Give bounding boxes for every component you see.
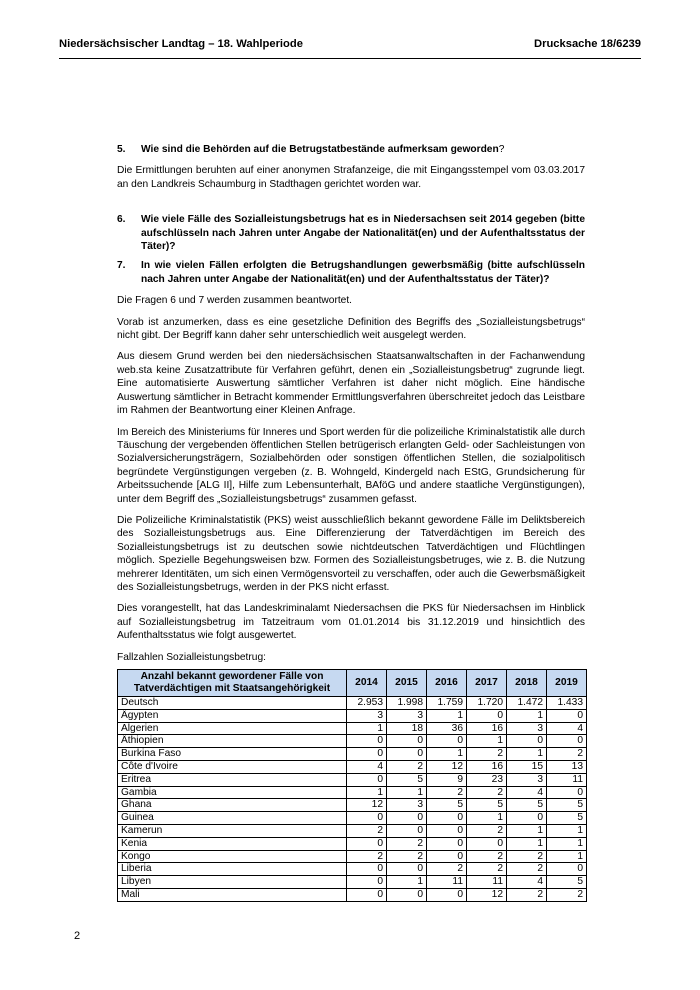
count-cell: 1 (507, 748, 547, 761)
count-cell: 3 (387, 799, 427, 812)
count-cell: 12 (427, 760, 467, 773)
count-cell: 1.998 (387, 697, 427, 710)
table-row (118, 863, 587, 876)
count-cell: 3 (347, 709, 387, 722)
count-cell: 0 (427, 837, 467, 850)
document-number: Drucksache 18/6239 (534, 38, 641, 50)
count-cell: 12 (467, 888, 507, 901)
count-cell: 0 (467, 709, 507, 722)
table-row (118, 799, 587, 812)
case-count-table (117, 669, 587, 902)
count-cell: 2 (547, 748, 587, 761)
count-cell: 2 (347, 850, 387, 863)
nationality-cell: Mali (118, 888, 347, 901)
count-cell: 0 (427, 888, 467, 901)
nationality-cell: Deutsch (118, 697, 347, 710)
count-cell: 2 (467, 786, 507, 799)
table-row (118, 837, 587, 850)
year-header: 2015 (387, 670, 427, 697)
count-cell: 2 (427, 863, 467, 876)
count-cell: 18 (387, 722, 427, 735)
count-cell: 0 (347, 812, 387, 825)
count-cell: 0 (387, 812, 427, 825)
table-row (118, 773, 587, 786)
count-cell: 5 (427, 799, 467, 812)
nationality-cell: Burkina Faso (118, 748, 347, 761)
count-cell: 0 (347, 863, 387, 876)
count-cell: 0 (387, 888, 427, 901)
question-number: 7. (117, 260, 126, 272)
count-cell: 4 (507, 876, 547, 889)
count-cell: 0 (547, 709, 587, 722)
paragraph: Vorab ist anzumerken, dass es eine gesetzliche Definition des Begriffs des „Sozialleistungsbetrugs“ nicht gibt. Der Begriff kann daher sehr unterschiedlich weit ausgelegt werden. (117, 316, 585, 342)
count-cell: 0 (387, 863, 427, 876)
count-cell: 2 (467, 748, 507, 761)
count-cell: 2 (547, 888, 587, 901)
table-row (118, 709, 587, 722)
count-cell: 2 (507, 863, 547, 876)
count-cell: 1 (547, 824, 587, 837)
count-cell: 1 (467, 735, 507, 748)
table-row (118, 812, 587, 825)
count-cell: 3 (387, 709, 427, 722)
count-cell: 0 (347, 735, 387, 748)
count-cell: 16 (467, 722, 507, 735)
count-cell: 0 (347, 748, 387, 761)
count-cell: 11 (547, 773, 587, 786)
count-cell: 4 (347, 760, 387, 773)
document-body (117, 143, 585, 902)
year-header: 2016 (427, 670, 467, 697)
question-text: Wie viele Fälle des Sozialleistungsbetrugs hat es in Niedersachsen seit 2014 gegeben (bitte aufschlüsseln nach Jahren unter Angabe der Nationalität(en) und der Aufenthaltsstatus der Täter)? (141, 214, 585, 253)
count-cell: 2 (507, 888, 547, 901)
nationality-cell: Kenia (118, 837, 347, 850)
header-title: Niedersächsischer Landtag – 18. Wahlperiode (59, 38, 303, 50)
count-cell: 1 (347, 722, 387, 735)
table-row (118, 697, 587, 710)
paragraph: Aus diesem Grund werden bei den niedersächsischen Staatsanwaltschaften in der Fachanwendung web.sta keine Zusatzattribute für Verfahren geführt, denen ein „Sozialleistungsbetrug“ zugrunde liegt. Eine automatisierte Auswertung sämtlicher Verfahren ist daher nicht möglich. Eine händische Auswertung sämtlicher in Betracht kommender Ermittlungsverfahren überschreitet jedoch das Leistbare im Rahmen der Beantwortung einer Kleinen Anfrage. (117, 351, 585, 417)
count-cell: 1 (507, 837, 547, 850)
count-cell: 1 (347, 786, 387, 799)
count-cell: 5 (547, 799, 587, 812)
nationality-cell: Libyen (118, 876, 347, 889)
nationality-cell: Gambia (118, 786, 347, 799)
count-cell: 0 (427, 850, 467, 863)
count-cell: 0 (427, 824, 467, 837)
question-6 (117, 213, 585, 253)
count-cell: 1.472 (507, 697, 547, 710)
count-cell: 2 (387, 837, 427, 850)
table-row (118, 876, 587, 889)
table-header-row (118, 670, 587, 697)
count-cell: 1 (427, 748, 467, 761)
count-cell: 1 (427, 709, 467, 722)
count-cell: 5 (387, 773, 427, 786)
nationality-cell: Ghana (118, 799, 347, 812)
count-cell: 2.953 (347, 697, 387, 710)
count-cell: 0 (467, 837, 507, 850)
count-cell: 0 (507, 735, 547, 748)
paragraph: Im Bereich des Ministeriums für Inneres und Sport werden für die polizeiliche Kriminalstatistik alle durch Täuschung der vergebenden öffentlichen Stellen betrügerisch erlangten Geld- oder Sachleistungen von Sozialversicherungsträgern, Sozialbehörden oder sonstigen öffentlichen Stellen, die sozialpolitisch begründete Vergünstigungen vergeben (z. B. Wohngeld, Kindergeld nach EStG, Grundsicherung für Arbeitssuchende [ALG II], Hilfe zum Lebensunterhalt, BAföG und andere staatliche Vergünstigungen), unter dem Begriff des „Sozialleistungsbetrugs“ zusammen gefasst. (117, 426, 585, 505)
table-row (118, 722, 587, 735)
count-cell: 0 (347, 876, 387, 889)
count-cell: 1.433 (547, 697, 587, 710)
count-cell: 1.720 (467, 697, 507, 710)
count-cell: 12 (347, 799, 387, 812)
count-cell: 11 (427, 876, 467, 889)
nationality-cell: Äthiopien (118, 735, 347, 748)
count-cell: 0 (347, 888, 387, 901)
count-cell: 1 (507, 709, 547, 722)
table-body (118, 697, 587, 902)
count-cell: 13 (547, 760, 587, 773)
nationality-cell: Liberia (118, 863, 347, 876)
count-cell: 2 (347, 824, 387, 837)
count-cell: 1 (547, 850, 587, 863)
count-cell: 5 (467, 799, 507, 812)
question-7 (117, 259, 585, 286)
count-cell: 0 (547, 786, 587, 799)
table-header-nationality: Anzahl bekannt gewordener Fälle von Tatverdächtigen mit Staatsangehörigkeit (118, 670, 347, 697)
table-row (118, 786, 587, 799)
count-cell: 0 (427, 812, 467, 825)
count-cell: 2 (387, 760, 427, 773)
count-cell: 2 (467, 850, 507, 863)
nationality-cell: Algerien (118, 722, 347, 735)
count-cell: 2 (467, 824, 507, 837)
question-5 (117, 143, 585, 156)
count-cell: 15 (507, 760, 547, 773)
count-cell: 2 (387, 850, 427, 863)
count-cell: 3 (507, 773, 547, 786)
count-cell: 1.759 (427, 697, 467, 710)
count-cell: 5 (507, 799, 547, 812)
count-cell: 0 (387, 735, 427, 748)
year-header: 2017 (467, 670, 507, 697)
nationality-cell: Ägypten (118, 709, 347, 722)
count-cell: 1 (467, 812, 507, 825)
count-cell: 0 (427, 735, 467, 748)
count-cell: 4 (547, 722, 587, 735)
count-cell: 1 (507, 824, 547, 837)
count-cell: 1 (387, 786, 427, 799)
count-cell: 0 (347, 837, 387, 850)
count-cell: 2 (467, 863, 507, 876)
count-cell: 0 (387, 824, 427, 837)
count-cell: 36 (427, 722, 467, 735)
question-number: 5. (117, 144, 126, 155)
count-cell: 1 (387, 876, 427, 889)
question-mark: ? (498, 144, 505, 155)
question-number: 6. (117, 214, 126, 226)
count-cell: 16 (467, 760, 507, 773)
table-row (118, 888, 587, 901)
count-cell: 5 (547, 876, 587, 889)
count-cell: 3 (507, 722, 547, 735)
count-cell: 11 (467, 876, 507, 889)
count-cell: 5 (547, 812, 587, 825)
paragraph: Dies vorangestellt, hat das Landeskriminalamt Niedersachsen die PKS für Niedersachsen im Hinblick auf Sozialleistungsbetrug im Tatzeitraum vom 01.01.2014 bis 31.12.2019 und hinsichtlich des Aufenthaltsstatus wie folgt ausgewertet. (117, 603, 585, 642)
paragraph: Die Fragen 6 und 7 werden zusammen beantwortet. (117, 295, 353, 307)
count-cell: 23 (467, 773, 507, 786)
count-cell: 4 (507, 786, 547, 799)
count-cell: 0 (347, 773, 387, 786)
nationality-cell: Kamerun (118, 824, 347, 837)
answer-5: Die Ermittlungen beruhten auf einer anonymen Strafanzeige, die mit Eingangsstempel vom 03.03.2017 an den Landkreis Schaumburg in Stadthagen gerichtet worden war. (117, 165, 585, 190)
table-row (118, 735, 587, 748)
page-header (59, 38, 641, 59)
count-cell: 0 (387, 748, 427, 761)
nationality-cell: Kongo (118, 850, 347, 863)
count-cell: 0 (547, 863, 587, 876)
count-cell: 9 (427, 773, 467, 786)
count-cell: 1 (547, 837, 587, 850)
table-caption: Fallzahlen Sozialleistungsbetrug: (117, 651, 266, 663)
year-header: 2014 (347, 670, 387, 697)
table-row (118, 760, 587, 773)
table-row (118, 824, 587, 837)
nationality-cell: Guinea (118, 812, 347, 825)
nationality-cell: Côte d'Ivoire (118, 760, 347, 773)
count-cell: 2 (427, 786, 467, 799)
year-header: 2019 (547, 670, 587, 697)
page-number: 2 (74, 930, 81, 942)
paragraph: Die Polizeiliche Kriminalstatistik (PKS) weist ausschließlich bekannt gewordene Fälle im Deliktsbereich des Sozialleistungsbetrugs aus. Eine Differenzierung der Tatverdächtigen im Bereich des Sozialleistungsbetrugs ist zu deutschen sowie nichtdeutschen Tatverdächtigen und Flüchtlingen möglich. Spezielle Begehungsweisen bzw. Formen des Sozialleistungsbetruges, wie z. B. die Nutzung mehrerer Identitäten, um sich einen Vermögensvorteil zu verschaffen, oder auch die Gewerbsmäßigkeit des Sozialleistungsbetrugs, werden in der PKS nicht erfasst. (117, 514, 585, 593)
table-row (118, 748, 587, 761)
count-cell: 0 (547, 735, 587, 748)
count-cell: 2 (507, 850, 547, 863)
question-text: In wie vielen Fällen erfolgten die Betrugshandlungen gewerbsmäßig (bitte aufschlüsseln nach Jahren unter Angabe der Nationalität(en) und der Aufenthaltsstatus der Täter)? (141, 260, 585, 285)
count-cell: 0 (507, 812, 547, 825)
nationality-cell: Eritrea (118, 773, 347, 786)
year-header: 2018 (507, 670, 547, 697)
question-text: Wie sind die Behörden auf die Betrugstatbestände aufmerksam geworden (141, 144, 499, 155)
table-row (118, 850, 587, 863)
